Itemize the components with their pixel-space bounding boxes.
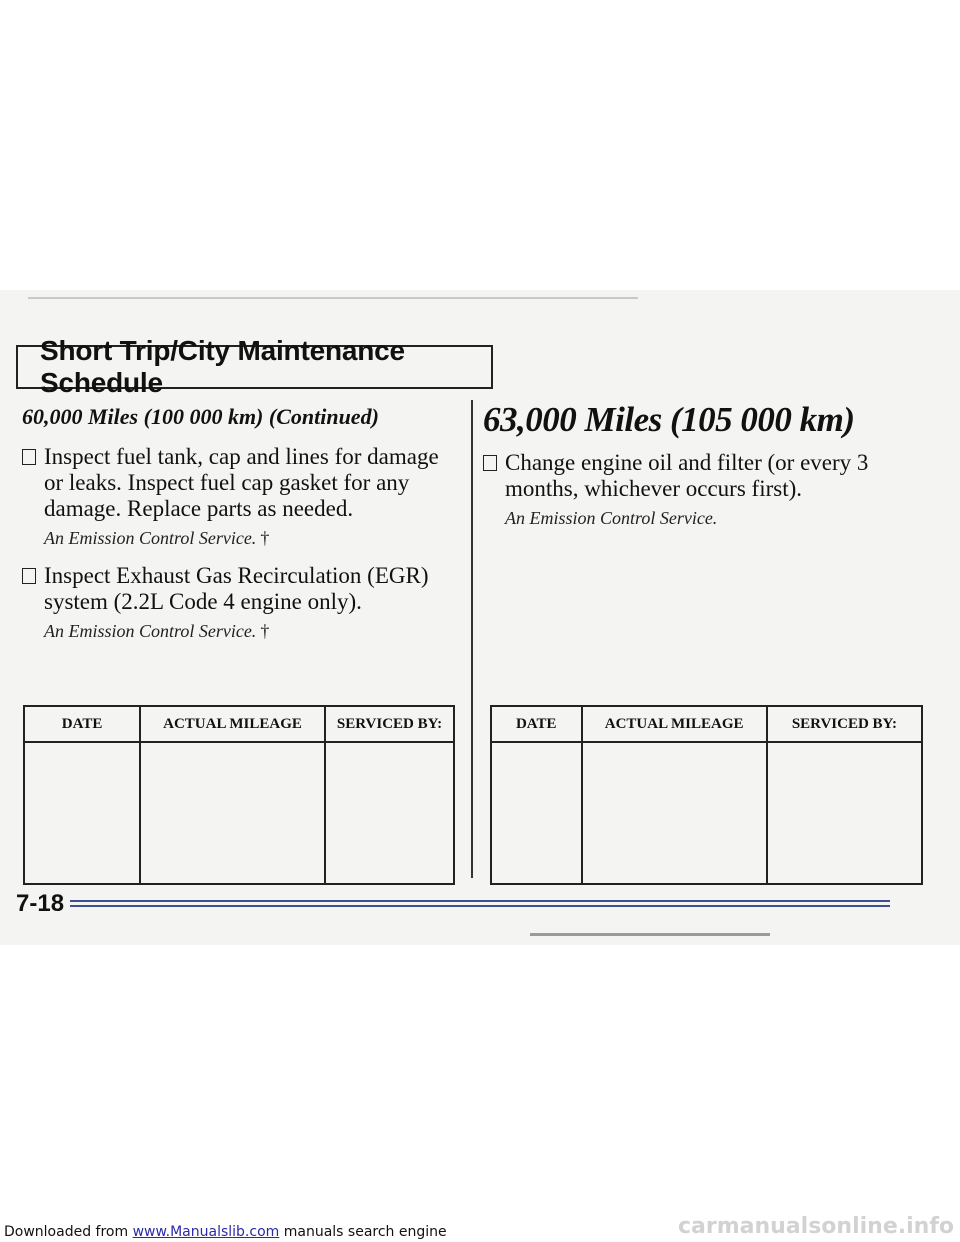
right-column	[483, 400, 938, 543]
checklist-item-text: Inspect Exhaust Gas Recirculation (EGR) system (2.2L Code 4 engine only).	[44, 563, 429, 614]
checkbox-icon[interactable]	[22, 449, 36, 465]
mileage-header: ACTUAL MILEAGE	[582, 706, 767, 742]
emission-note	[44, 528, 462, 549]
mileage-header: ACTUAL MILEAGE	[140, 706, 325, 742]
left-heading: 60,000 Miles (100 000 km) (Continued)	[22, 404, 379, 429]
checkbox-icon[interactable]	[483, 455, 497, 471]
checklist-item-text: Inspect fuel tank, cap and lines for damage or leaks. Inspect fuel cap gasket for any damage. Replace parts as needed.	[44, 444, 439, 521]
source-suffix: manuals search engine	[279, 1224, 447, 1240]
source-prefix: Downloaded from	[4, 1224, 133, 1240]
serviced-by-header: SERVICED BY:	[767, 706, 922, 742]
column-divider	[471, 400, 473, 878]
checkbox-icon[interactable]	[22, 568, 36, 584]
section-header-box	[16, 335, 493, 398]
dagger-mark: †	[260, 528, 270, 548]
source-attribution	[4, 1224, 447, 1240]
page-number: 7-18	[16, 890, 65, 917]
date-header: DATE	[24, 706, 140, 742]
left-column	[22, 404, 462, 656]
date-cell[interactable]	[491, 742, 582, 884]
checklist-item-text: Change engine oil and filter (or every 3 months, whichever occurs first).	[505, 450, 869, 501]
section-title: Short Trip/City Maintenance Schedule	[40, 335, 405, 398]
serviced-by-cell[interactable]	[767, 742, 922, 884]
checklist-item	[22, 444, 462, 522]
emission-note	[505, 508, 938, 529]
serviced-by-cell[interactable]	[325, 742, 454, 884]
checklist-item	[22, 563, 462, 615]
watermark: carmanualsonline.info	[678, 1214, 954, 1239]
footer-rule-top	[70, 900, 890, 902]
date-header: DATE	[491, 706, 582, 742]
source-link[interactable]: www.Manualslib.com	[132, 1224, 280, 1240]
checklist-item	[483, 450, 938, 502]
date-cell[interactable]	[24, 742, 140, 884]
service-log-table-right	[490, 705, 923, 885]
emission-note-text: An Emission Control Service.	[44, 621, 257, 641]
mileage-cell[interactable]	[582, 742, 767, 884]
footer-rule-bottom	[70, 905, 890, 907]
scan-shadow	[530, 933, 770, 936]
top-rule	[28, 297, 638, 299]
right-heading: 63,000 Miles (105 000 km)	[483, 400, 855, 439]
emission-note	[44, 621, 462, 642]
emission-note-text: An Emission Control Service.	[44, 528, 257, 548]
serviced-by-header: SERVICED BY:	[325, 706, 454, 742]
mileage-cell[interactable]	[140, 742, 325, 884]
dagger-mark: †	[260, 621, 270, 641]
service-log-table-left	[23, 705, 455, 885]
emission-note-text: An Emission Control Service.	[505, 508, 718, 528]
